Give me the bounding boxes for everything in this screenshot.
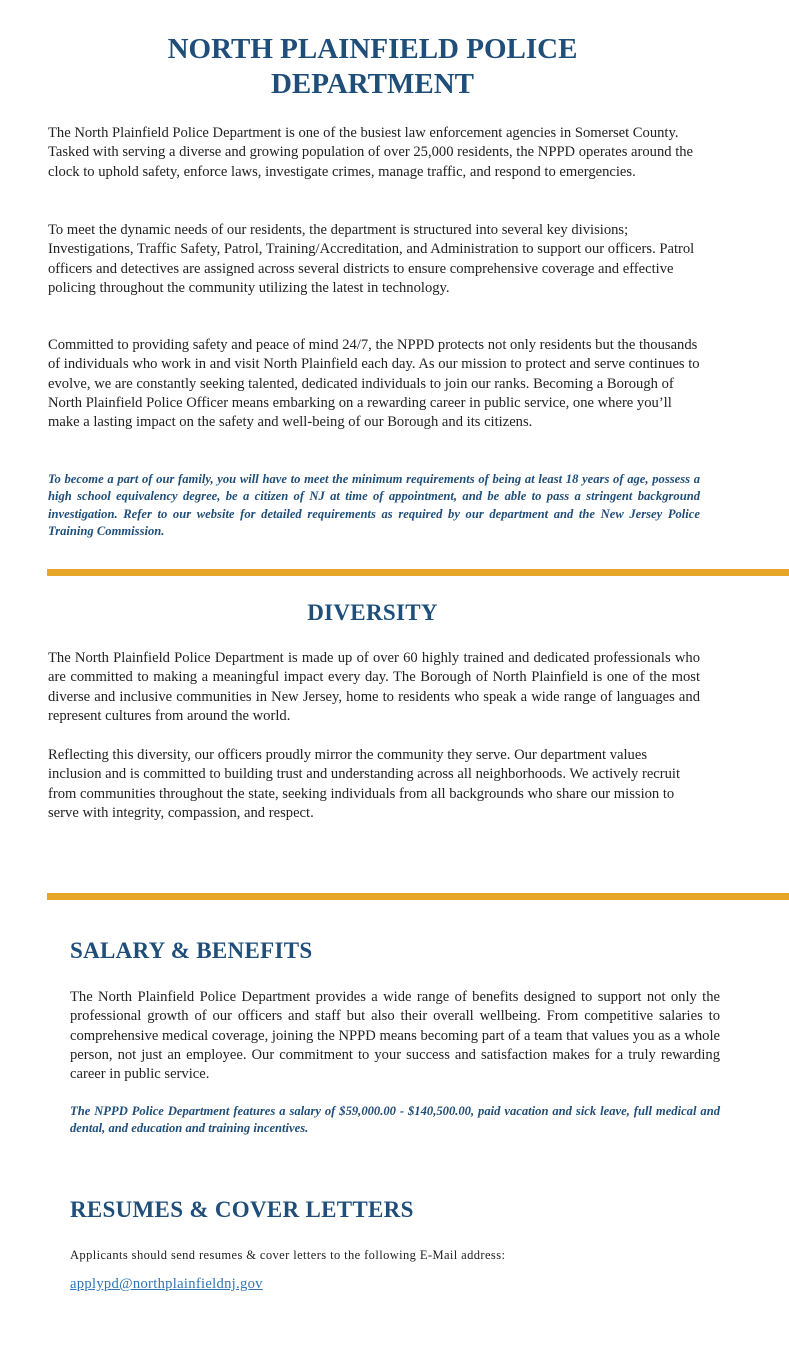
salary-paragraph: The North Plainfield Police Department provides a wide range of benefits designed to support not only the professional growth of our officers and staff but also their overall wellbeing. From competitive salaries to comprehensive medical coverage, joining the NPPD means becoming part of a team that values you as a whole person, not just an employee. Our commitment to your success and satisfaction makes for a truly rewarding career in public service. <box>70 989 720 1083</box>
section-divider-1 <box>47 569 789 576</box>
diversity-heading: DIVERSITY <box>307 600 438 625</box>
salary-heading: SALARY & BENEFITS <box>70 938 313 963</box>
page-title-line-2: DEPARTMENT <box>270 68 475 100</box>
resumes-instruction: Applicants should send resumes & cover letters to the following E-Mail address: <box>70 1248 506 1262</box>
intro-paragraph-2: To meet the dynamic needs of our residents, the department is structured into several key divisions; Investigations, Traffic Safety, Patrol, Training/Accreditation, and Administration to support our officers. Patrol officers and detectives are assigned across several districts to ensure comprehensive coverage and effective policing throughout the community utilizing the latest in technology. <box>48 222 695 296</box>
diversity-paragraph-1: The North Plainfield Police Department is made up of over 60 highly trained and dedicated professionals who are committed to making a meaningful impact every day. The Borough of North Plainfield is one of the most diverse and inclusive communities in New Jersey, home to residents who speak a wide range of languages and represent cultures from around the world. <box>48 650 700 724</box>
salary-highlight: The NPPD Police Department features a salary of $59,000.00 - $140,500.00, paid vacation and sick leave, full medical and dental, and education and training incentives. <box>70 1104 720 1136</box>
resumes-heading: RESUMES & COVER LETTERS <box>70 1197 414 1222</box>
diversity-paragraph-2: Reflecting this diversity, our officers proudly mirror the community they serve. Our department values inclusion and is committed to building trust and understanding across all neighborhoods. We actively recruit from communities throughout the state, seeking individuals from all backgrounds who share our mission to serve with integrity, compassion, and respect. <box>48 747 681 821</box>
intro-paragraph-3: Committed to providing safety and peace of mind 24/7, the NPPD protects not only residents but the thousands of individuals who work in and visit North Plainfield each day. As our mission to protect and serve continues to evolve, we are constantly seeking talented, dedicated individuals to join our ranks. Becoming a Borough of North Plainfield Police Officer means embarking on a rewarding career in public service, one where you’ll make a lasting impact on the safety and well-being of our Borough and its citizens. <box>48 337 700 431</box>
page-title-line-1: NORTH PLAINFIELD POLICE <box>167 33 578 65</box>
section-divider-2 <box>47 893 789 900</box>
page-title <box>0 32 745 102</box>
intro-paragraph-1: The North Plainfield Police Department is one of the busiest law enforcement agencies in Somerset County. Tasked with serving a diverse and growing population of over 25,000 residents, the NPPD operates around the clock to uphold safety, enforce laws, investigate crimes, manage traffic, and respond to emergencies. <box>48 125 694 180</box>
requirements-note: To become a part of our family, you will have to meet the minimum requirements of being at least 18 years of age, possess a high school equivalency degree, be a citizen of NJ at time of appointment, and be able to pass a stringent background investigation. Refer to our website for detailed requirements as required by our department and the New Jersey Police Training Commission. <box>48 472 700 538</box>
application-email-link[interactable]: applypd@northplainfieldnj.gov <box>70 1276 263 1292</box>
